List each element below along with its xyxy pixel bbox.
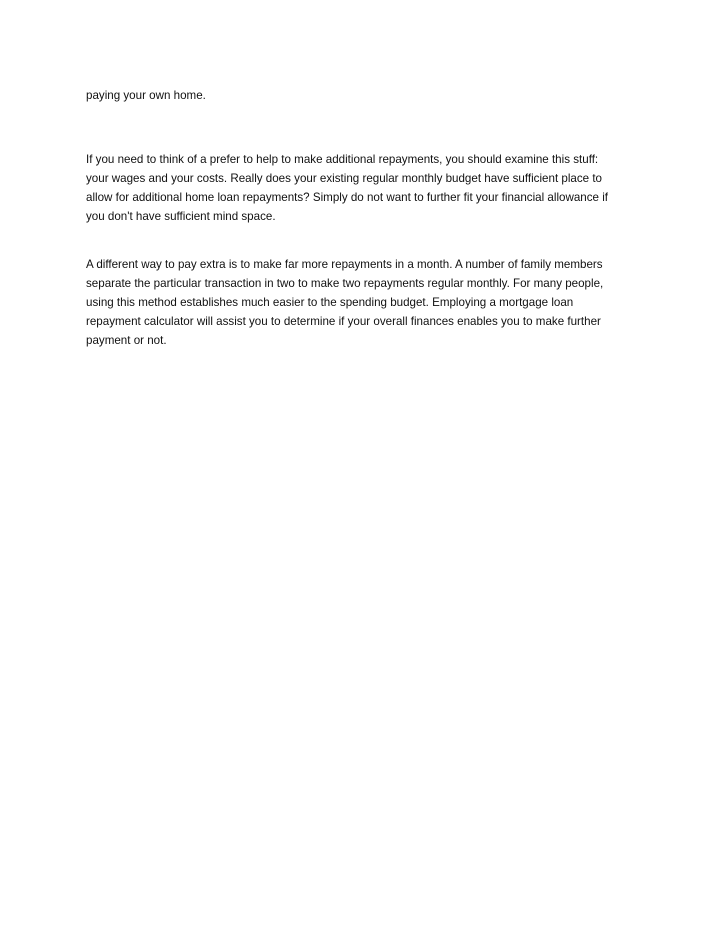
text-line: using this method establishes much easier to the spending budget. Employing a mortgage loan [86,296,574,309]
text-line: A different way to pay extra is to make far more repayments in a month. A number of family members [86,258,603,271]
paragraph [86,86,646,105]
text-line: separate the particular transaction in two to make two repayments regular monthly. For many people, [86,277,604,290]
paragraph [86,255,646,350]
paragraph [86,150,646,226]
text-line: your wages and your costs. Really does your existing regular monthly budget have sufficient place to [86,172,602,185]
text-line: allow for additional home loan repayments? Simply do not want to further fit your financial allowance if [86,191,608,204]
text-line: repayment calculator will assist you to determine if your overall finances enables you to make further [86,315,601,328]
text-line: you don't have sufficient mind space. [86,210,276,223]
text-line: payment or not. [86,334,167,347]
text-line: paying your own home. [86,89,206,102]
text-line: If you need to think of a prefer to help to make additional repayments, you should examine this stuff: [86,153,599,166]
